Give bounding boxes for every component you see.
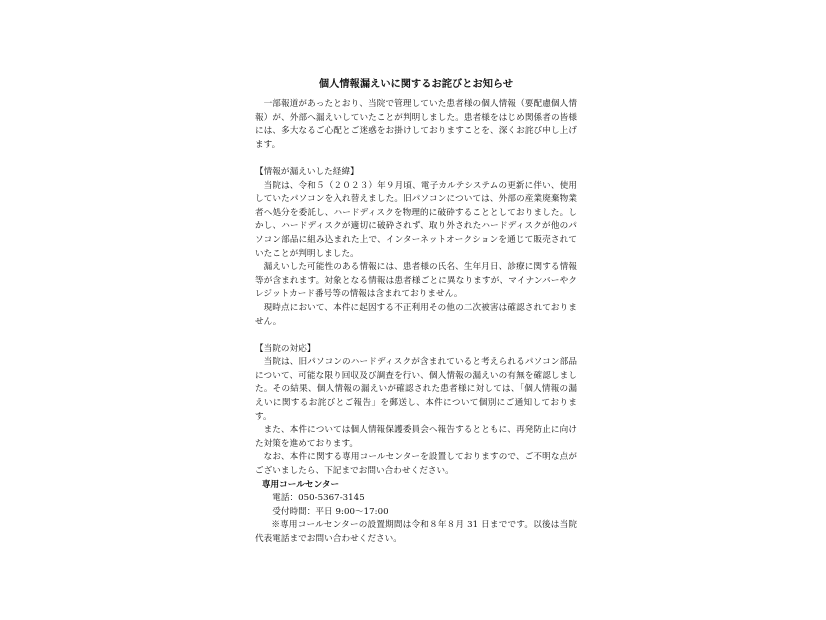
call-center-phone: 電話：050-5367-3145 (272, 493, 365, 504)
call-center-note: ※専用コールセンターの設置期間は令和８年８月 31 日までです。以後は当院代表電話までお問い合わせください。 (255, 520, 577, 544)
response-paragraph-3: なお、本件に関する専用コールセンターを設置しておりますので、ご不明な点がございましたら、下記までお問い合わせください。 (255, 452, 577, 477)
background-paragraph-2: 漏えいした可能性のある情報には、患者様の氏名、生年月日、診療に関する情報等が含まれます。対象となる情報は患者様ごとに異なりますが、マイナンバーやクレジットカード番号等の情報は含まれておりません。 (255, 262, 577, 300)
background-paragraph-1: 当院は、令和５（２０２３）年９月頃、電子カルテシステムの更新に伴い、使用していたパソコンを入れ替えました。旧パソコンについては、外部の産業廃棄物業者へ処分を委託し、ハードディスクを物理的に破砕することとしておりました。しかし、ハードディスクが適切に破砕されず、取り外されたハードディスクが他のパソコン部品に組み込まれた上で、インターネットオークションを通じて販売されていたことが判明しました。 (255, 180, 577, 259)
notice-document (255, 78, 577, 547)
page-title: 個人情報漏えいに関するお詫びとお知らせ (318, 79, 514, 90)
spacer (255, 152, 577, 166)
response-paragraph-2: また、本件については個人情報保護委員会へ報告するとともに、再発防止に向けた対策を進めております。 (255, 425, 577, 449)
section-heading-response: 【当院の対応】 (255, 343, 316, 354)
background-paragraph-3: 現時点において、本件に起因する不正利用その他の二次被害は確認されておりません。 (255, 302, 577, 327)
call-center-heading: 専用コールセンター (261, 479, 340, 490)
spacer (255, 329, 577, 343)
call-center-hours: 受付時間：平日 9:00～17:00 (272, 506, 389, 517)
intro-paragraph: 一部報道があったとおり、当院で管理していた患者様の個人情報（要配慮個人情報）が、外部へ漏えいしていたことが判明しました。患者様をはじめ関係者の皆様には、多大なるご心配とご迷惑をお掛けしておりますことを、深くお詫び申し上げます。 (255, 99, 577, 150)
section-heading-background: 【情報が漏えいした経緯】 (255, 166, 359, 177)
response-paragraph-1: 当院は、旧パソコンのハードディスクが含まれていると考えられるパソコン部品について、可能な限り回収及び調査を行い、個人情報の漏えいの有無を確認しました。その結果、個人情報の漏えいが確認された患者様に対しては、「個人情報の漏えいに関するお詫びとご報告」を郵送し、本件について個別にご通知しております。 (255, 357, 577, 422)
